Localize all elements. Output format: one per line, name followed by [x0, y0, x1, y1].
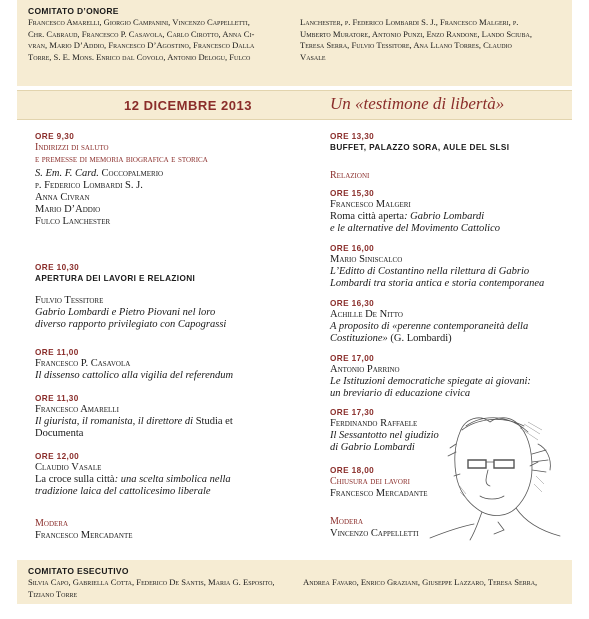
honor-heading: COMITATO D’ONORE	[28, 6, 119, 16]
relazioni-heading: Relazioni	[330, 170, 370, 181]
moderator-right: Modera Vincenzo Cappelletti	[330, 516, 419, 539]
moderator-left: Modera Francesco Mercadante	[35, 518, 133, 541]
session-1100: ORE 11,00 Francesco P. Casavola Il dissenso cattolico alla vigilia del referendum	[35, 348, 234, 381]
session-1630: ORE 16,30 Achille De Nitto A proposito di «perenne contemporaneità della Costituzione» (G. Lombardi)	[330, 299, 529, 344]
honor-names-right: Lanchester, p. Federico Lombardi S. J., Francesco Malgeri, p. Umberto Muratore, Antonio Punzi, Enzo Randone, Lando Sciuba, Teresa Serra, Fulvio Tessitore, Ana Llano Torres, Claudio Vasale	[300, 17, 532, 62]
honor-names-left: Francesco Amarelli, Giorgio Campanini, Vincenzo Cappelletti, Chr. Cabraud, Francesco P. Casavola, Carlo Cirotto, Anna Ci- vran, Mario D’Addio, Francesco D’Agostino, Francesco Dalla Torre, S. E. Mons. Enrico dal Covolo, Antonio Delogu, Fulco	[28, 17, 255, 62]
session-1330: ORE 13,30 BUFFET, PALAZZO SORA, AULE DEL SLSI	[330, 132, 510, 152]
session-1700: ORE 17,00 Antonio Parrino Le Istituzioni democratiche spiegate ai giovani: un breviario di educazione civica	[330, 354, 531, 399]
session-1030: ORE 10,30 APERTURA DEI LAVORI E RELAZIONI Fulvio Tessitore Gabrio Lombardi e Pietro Piovani nel loro diverso rapporto privilegiato con Capograssi	[35, 263, 227, 330]
title-bar	[17, 90, 572, 120]
session-1200: ORE 12,00 Claudio Vasale La croce sulla città: una scelta simbolica nella tradizione laica del cattolicesimo liberale	[35, 452, 231, 497]
session-1800: ORE 18,00 Chiusura dei lavori Francesco Mercadante	[330, 466, 428, 499]
session-930: ORE 9,30 Indirizzi di saluto e premesse di memoria biografica e storica S. Em. F. Card. Coccopalmerio p. Federico Lombardi S. J. Anna Civran Mario D’Addio Fulco Lanchester	[35, 132, 208, 227]
executive-heading: COMITATO ESECUTIVO	[28, 566, 129, 576]
session-1730: ORE 17,30 Ferdinando Raffaele Il Sessantotto nel giudizio di Gabrio Lombardi	[330, 408, 439, 453]
event-date: 12 DICEMBRE 2013	[124, 98, 252, 113]
session-1600: ORE 16,00 Mario Siniscalco L’Editto di Costantino nella rilettura di Gabrio Lombardi tra storia antica e storia contemporanea	[330, 244, 545, 289]
executive-names-left: Silvia Capo, Gabriella Cotta, Federico De Santis, Maria G. Esposito, Tiziano Torre	[28, 577, 275, 599]
session-1530: ORE 15,30 Francesco Malgeri Roma città aperta: Gabrio Lombardi e le alternative del Movimento Cattolico	[330, 189, 500, 234]
session-1130: ORE 11,30 Francesco Amarelli Il giurista, il romanista, il direttore di Studia et Documenta	[35, 394, 233, 439]
portrait-sketch-icon	[420, 404, 575, 544]
executive-names-right: Andrea Favaro, Enrico Graziani, Giuseppe Lazzaro, Teresa Serra,	[303, 577, 538, 587]
event-subtitle: Un «testimone di libertà»	[330, 94, 505, 113]
